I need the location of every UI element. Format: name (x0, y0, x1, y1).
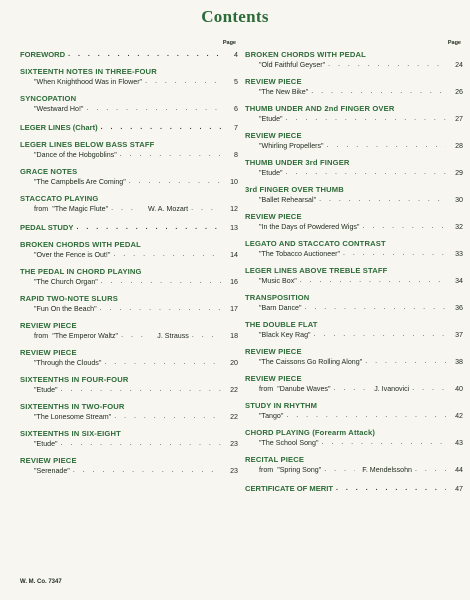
toc-page-number: 7 (234, 124, 238, 132)
toc-entry (245, 212, 463, 232)
toc-heading: FOREWORD (20, 50, 66, 59)
toc-heading: REVIEW PIECE (20, 321, 77, 330)
toc-line (245, 114, 463, 124)
toc-line (20, 331, 238, 341)
toc-entry (245, 77, 463, 97)
leader-dots (192, 331, 221, 341)
toc-line (20, 250, 238, 260)
toc-line (245, 357, 463, 367)
leader-dots (61, 385, 221, 395)
toc-line (245, 384, 463, 394)
toc-page-number: 32 (455, 223, 463, 231)
toc-heading: RAPID TWO-NOTE SLURS (20, 294, 118, 303)
toc-page-number: 8 (234, 151, 238, 159)
toc-entry (20, 348, 238, 368)
toc-line (20, 277, 238, 287)
toc-page-number: 22 (230, 413, 238, 421)
leader-dots (145, 77, 221, 87)
toc-line (20, 412, 238, 422)
toc-entry (245, 50, 463, 70)
toc-heading: LEGATO AND STACCATO CONTRAST (245, 239, 386, 248)
toc-title: "In the Days of Powdered Wigs" (259, 223, 360, 231)
toc-entry (20, 375, 238, 395)
toc-heading: SIXTEENTHS IN SIX-EIGHT (20, 429, 121, 438)
toc-page-number: 4 (234, 51, 238, 59)
toc-entry (245, 131, 463, 151)
toc-title: "The Lonesome Stream" (34, 413, 112, 421)
toc-page-number: 22 (230, 386, 238, 394)
toc-page-number: 23 (230, 467, 238, 475)
toc-line (245, 484, 463, 494)
toc-entry (245, 293, 463, 313)
toc-heading: BROKEN CHORDS WITH PEDAL (245, 50, 366, 59)
toc-heading: LEGER LINES BELOW BASS STAFF (20, 140, 155, 149)
toc-title: "Fun On the Beach" (34, 305, 97, 313)
toc-heading: REVIEW PIECE (245, 131, 302, 140)
toc-line (20, 223, 238, 233)
leader-dots (343, 249, 446, 259)
leader-dots (412, 384, 446, 394)
toc-heading: REVIEW PIECE (245, 77, 302, 86)
toc-heading: THE DOUBLE FLAT (245, 320, 318, 329)
leader-dots (362, 222, 446, 232)
toc-entry (245, 266, 463, 286)
toc-page-number: 5 (234, 78, 238, 86)
toc-heading: SYNCOPATION (20, 94, 77, 103)
toc-title: "The Church Organ" (34, 278, 98, 286)
toc-page-number: 16 (230, 278, 238, 286)
toc-entry (245, 401, 463, 421)
contents-column-right (245, 40, 463, 494)
toc-title: "The Caissons Go Rolling Along" (259, 358, 363, 366)
toc-page-number: 28 (455, 142, 463, 150)
toc-title: "Danube Waves" (277, 385, 331, 393)
toc-title: "Etude" (259, 169, 283, 177)
toc-line (20, 304, 238, 314)
toc-title: "Music Box" (259, 277, 297, 285)
leader-dots (100, 304, 221, 314)
leader-dots (86, 104, 221, 114)
leader-dots (286, 114, 446, 124)
leader-dots (76, 223, 221, 233)
toc-entry (20, 429, 238, 449)
toc-heading: SIXTEENTH NOTES IN THREE-FOUR (20, 67, 157, 76)
toc-page-number: 23 (230, 440, 238, 448)
leader-dots (311, 87, 446, 97)
leader-dots (111, 204, 141, 214)
leader-dots (319, 195, 446, 205)
leader-dots (286, 168, 446, 178)
leader-dots (328, 60, 446, 70)
toc-heading: THUMB UNDER 3rd FINGER (245, 158, 350, 167)
toc-entry (20, 123, 238, 133)
toc-composer: J. Ivanovici (374, 385, 410, 393)
toc-page-number: 20 (230, 359, 238, 367)
toc-entry (245, 374, 463, 394)
toc-title: "Etude" (34, 440, 58, 448)
toc-line (245, 168, 463, 178)
toc-entry (20, 194, 238, 214)
toc-title: "When Knighthood Was in Flower" (34, 78, 143, 86)
toc-page-number: 24 (455, 61, 463, 69)
toc-line (20, 177, 238, 187)
toc-heading: LEGER LINES ABOVE TREBLE STAFF (245, 266, 388, 275)
toc-title: "Dance of the Hobgoblins" (34, 151, 117, 159)
toc-heading: BROKEN CHORDS WITH PEDAL (20, 240, 141, 249)
toc-line (20, 50, 238, 60)
toc-page-number: 37 (455, 331, 463, 339)
toc-heading: RECITAL PIECE (245, 455, 305, 464)
toc-title: "Etude" (259, 115, 283, 123)
toc-entry (20, 223, 238, 233)
toc-line (20, 123, 238, 133)
toc-page-number: 10 (230, 178, 238, 186)
leader-dots (101, 277, 221, 287)
toc-title: "Tango" (259, 412, 284, 420)
toc-line (20, 204, 238, 214)
toc-entry (245, 347, 463, 367)
leader-dots (365, 357, 446, 367)
toc-title: "The New Bike" (259, 88, 309, 96)
leader-dots (333, 384, 367, 394)
leader-dots (314, 330, 446, 340)
toc-line (20, 104, 238, 114)
leader-dots (113, 250, 221, 260)
toc-line (245, 303, 463, 313)
toc-composer: J. Strauss (157, 332, 189, 340)
toc-heading: REVIEW PIECE (245, 212, 302, 221)
toc-title: "Through the Clouds" (34, 359, 102, 367)
toc-line (20, 150, 238, 160)
toc-page-number: 34 (455, 277, 463, 285)
toc-page-number: 27 (455, 115, 463, 123)
toc-title: "Black Key Rag" (259, 331, 311, 339)
toc-title: "Ballet Rehearsal" (259, 196, 317, 204)
toc-title: "Westward Ho!" (34, 105, 84, 113)
toc-title: "Whirling Propellers" (259, 142, 324, 150)
toc-entry (20, 50, 238, 60)
toc-entry (245, 239, 463, 259)
toc-entry (245, 185, 463, 205)
toc-heading: STACCATO PLAYING (20, 194, 99, 203)
toc-composer: W. A. Mozart (147, 205, 189, 213)
toc-entry (20, 67, 238, 87)
contents-column-left (20, 40, 238, 476)
leader-dots (415, 465, 446, 475)
toc-title: "Old Faithful Geyser" (259, 61, 326, 69)
leader-dots (121, 331, 150, 341)
toc-page-number: 6 (234, 105, 238, 113)
publisher-code: W. M. Co. 7347 (20, 579, 62, 585)
toc-title: "Spring Song" (277, 466, 322, 474)
leader-dots (286, 411, 446, 421)
toc-line (20, 466, 238, 476)
toc-page-number: 44 (455, 466, 463, 474)
toc-line (245, 465, 463, 475)
toc-heading: THE PEDAL IN CHORD PLAYING (20, 267, 142, 276)
toc-page-number: 30 (455, 196, 463, 204)
page-column-label: Page (447, 40, 461, 46)
toc-entry (245, 484, 463, 494)
toc-heading: REVIEW PIECE (245, 374, 302, 383)
toc-page-number: 47 (455, 485, 463, 493)
toc-page-number: 18 (230, 332, 239, 340)
toc-title: "Serenade" (34, 467, 70, 475)
page-title: Contents (201, 7, 269, 26)
leader-dots (327, 141, 446, 151)
toc-page-number: 42 (455, 412, 463, 420)
toc-from: from (34, 205, 49, 213)
toc-line (245, 276, 463, 286)
toc-line (245, 60, 463, 70)
toc-entry (20, 240, 238, 260)
leader-dots (114, 412, 221, 422)
toc-line (245, 222, 463, 232)
toc-page-number: 38 (455, 358, 463, 366)
toc-title: "The Campbells Are Coming" (34, 178, 126, 186)
toc-page-number: 12 (230, 205, 238, 213)
toc-entry (20, 321, 238, 341)
toc-entry (245, 428, 463, 448)
toc-line (20, 439, 238, 449)
toc-heading: SIXTEENTHS IN TWO-FOUR (20, 402, 125, 411)
toc-entry (245, 104, 463, 124)
toc-from: from (259, 466, 274, 474)
leader-dots (68, 50, 221, 60)
toc-entry (245, 455, 463, 475)
leader-dots (321, 438, 446, 448)
toc-heading: SIXTEENTHS IN FOUR-FOUR (20, 375, 129, 384)
toc-title: "The Emperor Waltz" (52, 332, 119, 340)
toc-page-number: 36 (455, 304, 463, 312)
toc-entry (20, 456, 238, 476)
toc-entry (20, 140, 238, 160)
toc-line (245, 87, 463, 97)
toc-composer: F. Mendelssohn (362, 466, 412, 474)
toc-heading: THUMB UNDER AND 2nd FINGER OVER (245, 104, 395, 113)
toc-page-number: 13 (230, 224, 238, 232)
toc-title: "The Magic Flute" (52, 205, 109, 213)
leader-dots (120, 150, 221, 160)
toc-entry (245, 320, 463, 340)
leader-dots (104, 358, 221, 368)
toc-title: "The School Song" (259, 439, 319, 447)
toc-from: from (34, 332, 49, 340)
toc-heading: 3rd FINGER OVER THUMB (245, 185, 344, 194)
toc-heading: REVIEW PIECE (20, 348, 77, 357)
leader-dots (101, 123, 221, 133)
toc-title: "Barn Dance" (259, 304, 302, 312)
toc-page-number: 43 (455, 439, 463, 447)
toc-line (20, 77, 238, 87)
toc-heading: REVIEW PIECE (245, 347, 302, 356)
leader-dots (191, 204, 221, 214)
toc-line (245, 438, 463, 448)
toc-entry (20, 94, 238, 114)
toc-page-number: 40 (455, 385, 463, 393)
toc-page-number: 17 (230, 305, 238, 313)
toc-title: "The Tobacco Auctioneer" (259, 250, 341, 258)
toc-page-number: 29 (455, 169, 463, 177)
toc-heading: TRANSPOSITION (245, 293, 310, 302)
leader-dots (61, 439, 221, 449)
toc-heading: CHORD PLAYING (Forearm Attack) (245, 428, 376, 437)
toc-heading: STUDY IN RHYTHM (245, 401, 318, 410)
page-column-label: Page (222, 40, 236, 46)
leader-dots (336, 484, 446, 494)
toc-entry (20, 167, 238, 187)
toc-entry (20, 402, 238, 422)
leader-dots (324, 465, 355, 475)
leader-dots (73, 466, 221, 476)
leader-dots (300, 276, 446, 286)
toc-line (245, 330, 463, 340)
toc-page-number: 26 (455, 88, 463, 96)
toc-line (245, 411, 463, 421)
toc-line (20, 358, 238, 368)
toc-line (245, 141, 463, 151)
toc-line (245, 249, 463, 259)
leader-dots (305, 303, 447, 313)
toc-title: "Etude" (34, 386, 58, 394)
toc-heading: PEDAL STUDY (20, 223, 74, 232)
toc-heading: LEGER LINES (Chart) (20, 123, 98, 132)
toc-page-number: 33 (455, 250, 463, 258)
toc-heading: GRACE NOTES (20, 167, 78, 176)
toc-title: "Over the Fence is Out!" (34, 251, 111, 259)
toc-entry (245, 158, 463, 178)
toc-line (245, 195, 463, 205)
toc-page-number: 14 (230, 251, 238, 259)
toc-entry (20, 267, 238, 287)
leader-dots (129, 177, 221, 187)
toc-entry (20, 294, 238, 314)
toc-from: from (259, 385, 274, 393)
toc-heading: CERTIFICATE OF MERIT (245, 484, 334, 493)
toc-line (20, 385, 238, 395)
toc-heading: REVIEW PIECE (20, 456, 77, 465)
